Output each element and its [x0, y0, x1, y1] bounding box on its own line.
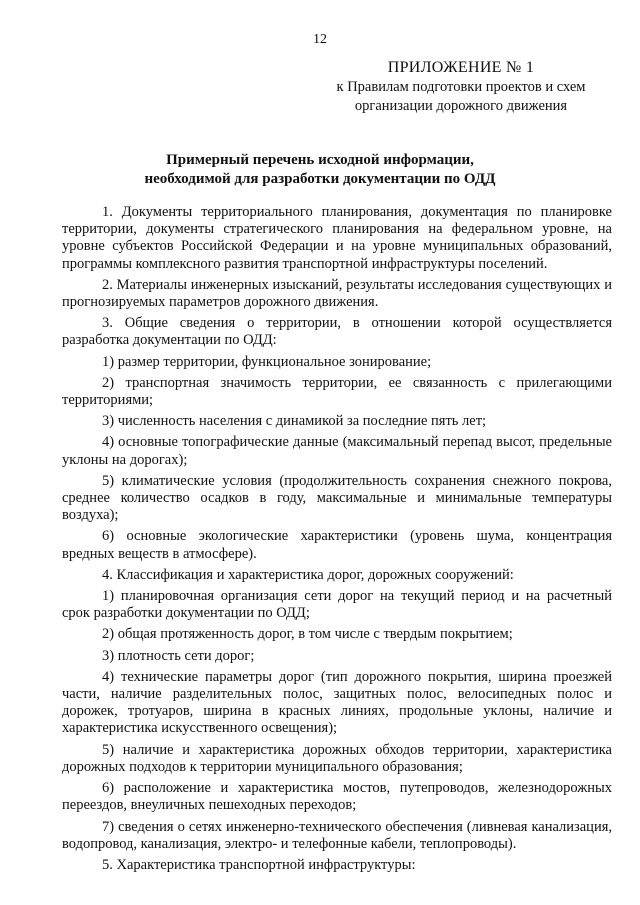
document-title-line-2: необходимой для разработки документации по ОДД — [144, 171, 496, 187]
item-3-3-population: 3) численность населения с динамикой за последние пять лет; — [102, 413, 487, 430]
document-title — [60, 151, 580, 189]
item-4-7-utility-networks: 7) сведения о сетях инженерно-технического обеспечения (ливневая канализация, водопровод, канализация, электро- и телефонные кабели, теплопроводы). — [62, 818, 612, 852]
item-3-6-ecology: 6) основные экологические характеристики (уровень шума, концентрация вредных веществ в атмосфере). — [62, 528, 612, 562]
item-1-planning-documents: 1. Документы территориального планирования, документация по планировке территории, документы стратегического планирования на федеральном уровне, на уровне субъектов Российской Федерации и на уровне муниципальных образований, программы комплексного развития транспортной инфраструктуры поселений. — [62, 204, 612, 272]
item-3-territory-info: 3. Общие сведения о территории, в отношении которой осуществляется разработка документации по ОДД: — [62, 315, 612, 349]
appendix-line-2: организации дорожного движения — [354, 98, 568, 114]
item-4-2-road-length: 2) общая протяженность дорог, в том числе с твердым покрытием; — [102, 626, 513, 643]
item-4-6-bridges: 6) расположение и характеристика мостов, путепроводов, железнодорожных переездов, внеуличных пешеходных переходов; — [62, 780, 612, 814]
item-5-transport-infrastructure: 5. Характеристика транспортной инфраструктуры: — [102, 856, 416, 873]
appendix-header — [330, 58, 592, 116]
item-3-2-transport-significance: 2) транспортная значимость территории, ее связанность с прилегающими территориями; — [62, 374, 612, 409]
item-3-1-territory-size: 1) размер территории, функциональное зонирование; — [102, 353, 432, 370]
document-body — [62, 204, 612, 878]
document-title-line-1: Примерный перечень исходной информации, — [166, 152, 474, 168]
page-number: 12 — [313, 32, 327, 47]
item-2-survey-materials: 2. Материалы инженерных изысканий, результаты исследования существующих и прогнозируемых параметров дорожного движения. — [62, 276, 612, 311]
appendix-title: ПРИЛОЖЕНИЕ № 1 — [387, 59, 535, 76]
item-4-1-road-network-layout: 1) планировочная организация сети дорог на текущий период и на расчетный срок разработки документации по ОДД; — [62, 588, 612, 622]
item-4-roads-classification: 4. Классификация и характеристика дорог, дорожных сооружений: — [102, 566, 514, 583]
item-4-3-network-density: 3) плотность сети дорог; — [102, 647, 255, 664]
item-4-5-bypasses: 5) наличие и характеристика дорожных обходов территории, характеристика дорожных подходов к территории муниципального образования; — [62, 741, 612, 775]
item-3-5-climate: 5) климатические условия (продолжительность сохранения снежного покрова, среднее количество осадков в году, максимальные и минимальные температуры воздуха); — [62, 472, 612, 524]
item-4-4-technical-parameters: 4) технические параметры дорог (тип дорожного покрытия, ширина проезжей части, наличие разделительных полос, защитных полос, велосипедных полос и дорожек, тротуаров, ширина в красных линиях, продольные уклоны, наличие и характеристика искусственного освещения); — [62, 668, 612, 737]
item-3-4-topography: 4) основные топографические данные (максимальный перепад высот, предельные уклоны на дорогах); — [62, 434, 612, 468]
appendix-line-1: к Правилам подготовки проектов и схем — [336, 79, 586, 95]
